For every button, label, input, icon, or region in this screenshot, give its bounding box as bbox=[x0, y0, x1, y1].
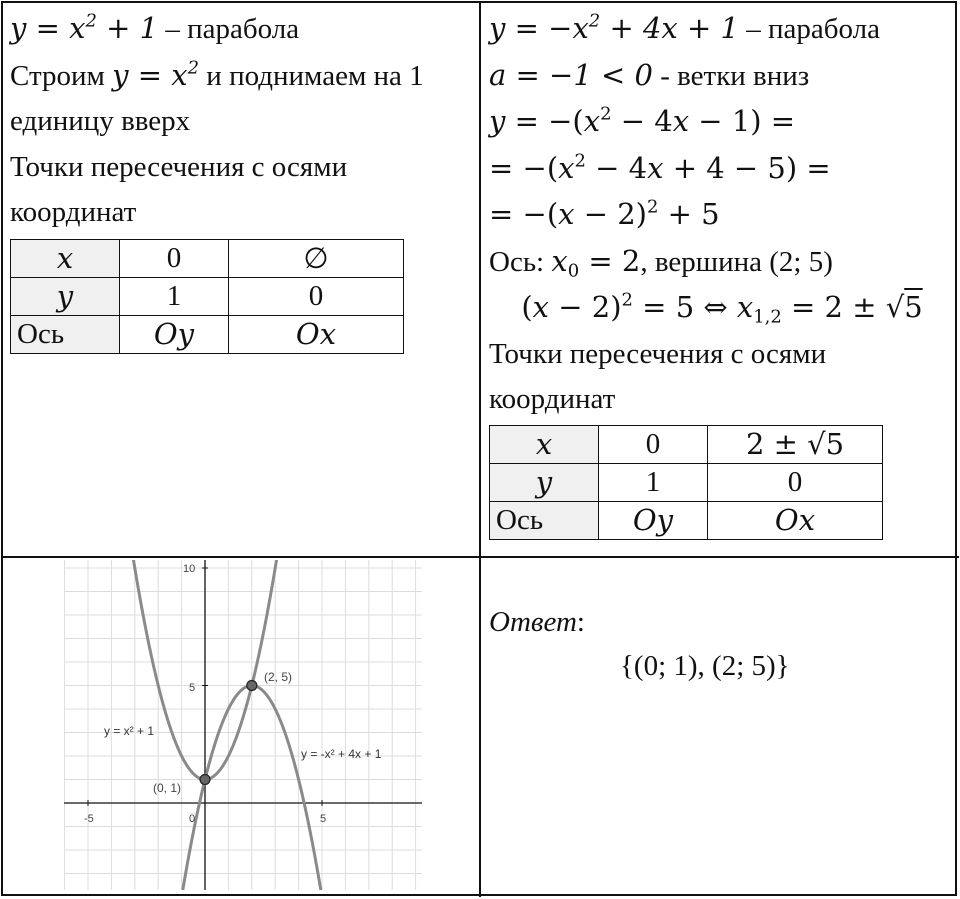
header-axis: Ось bbox=[490, 501, 599, 539]
table-cell: 0 bbox=[599, 425, 708, 463]
formula-roots: $(x - 2)^2 = 5$ ⇔ $x_{1,2} = 2 \pm √5$ bbox=[521, 289, 923, 328]
right-intersection-table bbox=[489, 425, 883, 540]
table-cell: 1 bbox=[599, 463, 708, 501]
header-y: y bbox=[11, 277, 120, 315]
left-line-4: Точки пересечения с осями bbox=[10, 150, 348, 183]
header-x: x bbox=[11, 239, 120, 277]
header-x: x bbox=[490, 425, 599, 463]
right-line-4 bbox=[489, 146, 955, 193]
column-divider bbox=[479, 1, 481, 897]
formula-step-1: $y = -(x^2 - 4x - 1)$ = bbox=[489, 103, 796, 138]
formula-quadratic: $y = -x^2 + 4x + 1$ bbox=[489, 10, 739, 45]
right-line-7 bbox=[489, 285, 955, 332]
formula-step-3: = $-(x - 2)^2 + 5$ bbox=[489, 196, 720, 231]
left-line-2 bbox=[10, 53, 474, 100]
table-cell: Oy bbox=[599, 501, 708, 539]
shift-text: и поднимаем на 1 bbox=[199, 59, 424, 92]
parabola-graph bbox=[64, 560, 422, 890]
table-row bbox=[11, 277, 404, 315]
right-line-3 bbox=[489, 99, 955, 146]
formula-y-x2: $y = x^2$ bbox=[112, 56, 200, 92]
formula-a-negative: a = −1 < 0 bbox=[489, 57, 653, 92]
curve-label-2: y = -x² + 4x + 1 bbox=[301, 747, 382, 761]
right-line-8: Точки пересечения с осями bbox=[489, 337, 827, 370]
table-cell: 0 bbox=[708, 463, 883, 501]
vertex-text: , вершина (2; 5) bbox=[640, 245, 833, 278]
table-row bbox=[490, 425, 883, 463]
table-cell: 1 bbox=[120, 277, 229, 315]
header-y: y bbox=[490, 463, 599, 501]
formula-x0: $x_0 = 2$ bbox=[551, 243, 641, 281]
right-solution-cell bbox=[489, 6, 955, 540]
tick-label-x-neg5: -5 bbox=[84, 813, 94, 825]
table-cell: 0 bbox=[120, 239, 229, 277]
tick-label-x-0: 0 bbox=[189, 813, 196, 825]
empty-set-cell: ∅ bbox=[229, 239, 404, 277]
axis-text: Ось: bbox=[489, 245, 552, 278]
left-solution-cell bbox=[10, 6, 474, 354]
tick-label-x-5: 5 bbox=[320, 813, 327, 825]
parabola-note: – парабола bbox=[158, 13, 300, 45]
answer-cell bbox=[489, 600, 955, 688]
graph-labels bbox=[84, 563, 382, 825]
left-line-5: координат bbox=[10, 196, 137, 228]
table-cell: Ox bbox=[229, 315, 404, 353]
left-intersection-table bbox=[10, 239, 404, 354]
table-row bbox=[490, 501, 883, 539]
parabola-note: – парабола bbox=[738, 13, 880, 45]
answer-set: {(0; 1), (2; 5)} bbox=[620, 650, 790, 682]
point-label-2-5: (2, 5) bbox=[264, 670, 293, 684]
formula-step-2: = $-(x^2 - 4x + 4 - 5)$ = bbox=[489, 149, 831, 185]
table-cell: Oy bbox=[120, 315, 229, 353]
table-cell: Ox bbox=[708, 501, 883, 539]
tick-label-y-5: 5 bbox=[189, 682, 196, 694]
branches-down-text: - ветки вниз bbox=[652, 59, 810, 92]
right-line-2 bbox=[489, 53, 955, 100]
left-line-3: единицу вверх bbox=[10, 105, 191, 137]
row-divider bbox=[1, 556, 959, 558]
tick-label-y-10: 10 bbox=[183, 563, 196, 575]
table-cell: 0 bbox=[229, 277, 404, 315]
formula-y-x2-plus-1: $y = x^2 + 1$ bbox=[10, 10, 159, 45]
table-row bbox=[11, 239, 404, 277]
curve-label-1: y = x² + 1 bbox=[104, 724, 155, 738]
table-row bbox=[490, 463, 883, 501]
table-row bbox=[11, 315, 404, 353]
roots-cell: 2 ± √5 bbox=[708, 425, 883, 463]
point-label-0-1: (0, 1) bbox=[153, 781, 182, 795]
header-axis: Ось bbox=[11, 315, 120, 353]
right-line-5 bbox=[489, 192, 955, 239]
build-text: Строим bbox=[10, 59, 113, 92]
left-line-1 bbox=[10, 6, 474, 53]
right-line-1 bbox=[489, 6, 955, 53]
right-line-6 bbox=[489, 239, 955, 286]
point-2-5 bbox=[247, 681, 257, 691]
right-line-9: координат bbox=[489, 383, 616, 415]
point-0-1 bbox=[200, 775, 210, 785]
answer-label: Ответ: bbox=[489, 606, 585, 638]
